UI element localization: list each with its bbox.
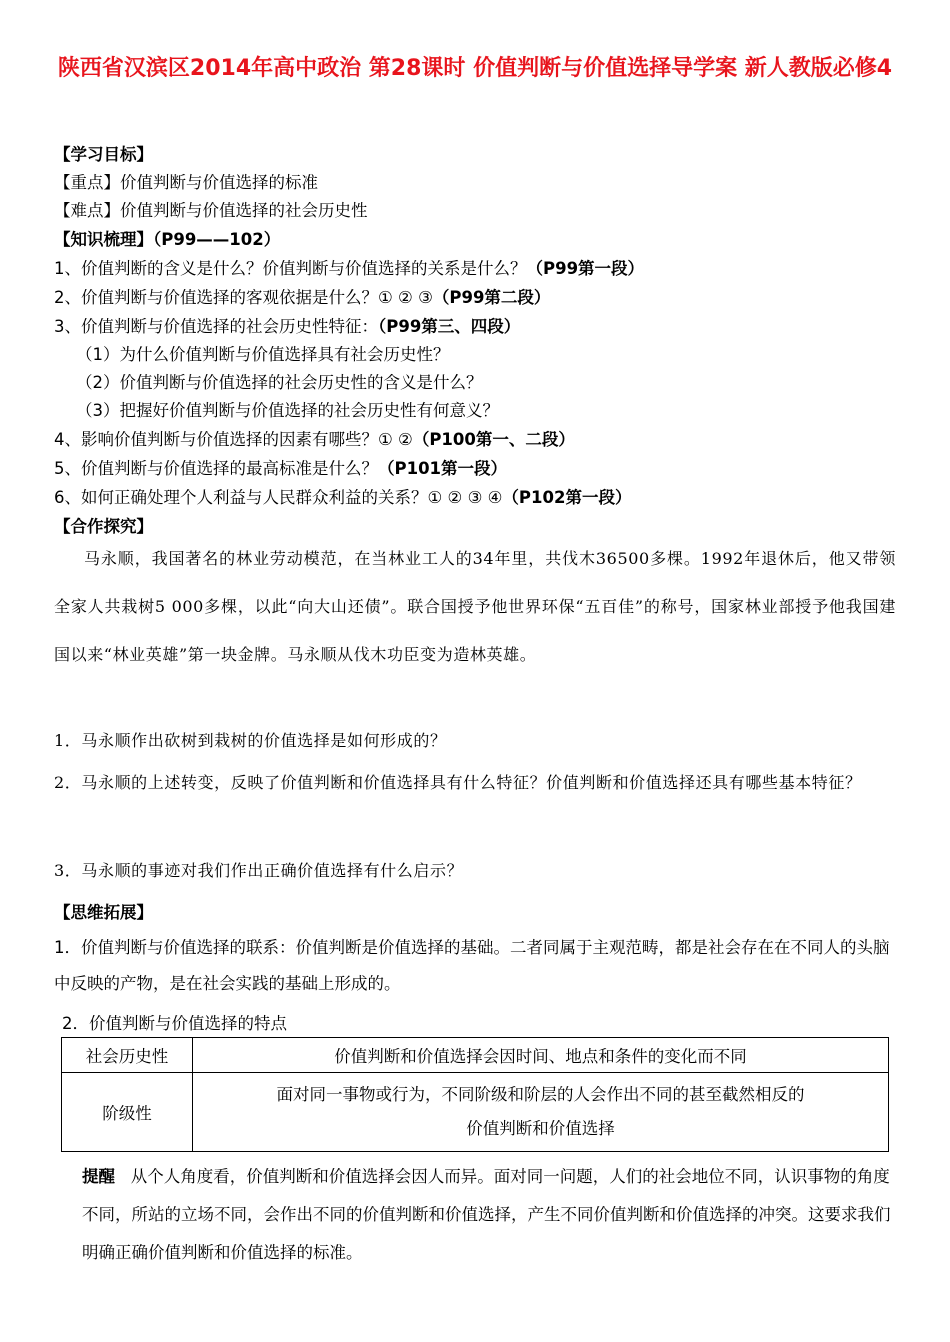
- knowledge-q5-ref: （P101第一段）: [378, 459, 508, 478]
- tip-paragraph: [82, 1158, 896, 1272]
- knowledge-q3-sub1: （1）为什么价值判断与价值选择具有社会历史性？: [76, 345, 450, 364]
- knowledge-q4-text: 4、影响价值判断与价值选择的因素有哪些？① ②: [54, 430, 413, 449]
- knowledge-q5: [54, 459, 507, 479]
- difficult-point-text: 价值判断与价值选择的社会历史性: [120, 201, 368, 220]
- knowledge-q1-ref: （P99第一段）: [526, 259, 645, 278]
- knowledge-q3-sub2: （2）价值判断与价值选择的社会历史性的含义是什么？: [76, 373, 483, 392]
- table-cell-desc: 面对同一事物或行为，不同阶级和阶层的人会作出不同的甚至截然相反的价值判断和价值选择: [193, 1073, 889, 1152]
- extension-heading: 【思维拓展】: [54, 903, 153, 922]
- tip-text: 从个人角度看，价值判断和价值选择会因人而异。面对同一问题，人们的社会地位不同，认识事物的角度不同，所站的立场不同，会作出不同的价值判断和价值选择，产生不同价值判断和价值选择的冲突。这要求我们明确正确价值判断和价值选择的标准。: [82, 1167, 891, 1262]
- knowledge-q3-sub3: （3）把握好价值判断与价值选择的社会历史性有何意义？: [76, 401, 499, 420]
- knowledge-q4: [54, 430, 575, 450]
- cooperation-story: 马永顺，我国著名的林业劳动模范，在当林业工人的34年里，共伐木36500多棵。1992年退休后，他又带领全家人共栽树5 000多棵，以此“向大山还债”。联合国授予他世界环保“五百佳”的称号，国家林业部授予他我国建国以来“林业英雄”第一块金牌。马永顺从伐木功臣变为造林英雄。: [54, 549, 896, 664]
- key-point: [54, 173, 318, 193]
- cooperation-q3: 3．马永顺的事迹对我们作出正确价值选择有什么启示？: [54, 861, 464, 880]
- extension-p2: 2．价值判断与价值选择的特点: [62, 1014, 287, 1033]
- extension-p1: 1．价值判断与价值选择的联系：价值判断是价值选择的基础。二者同属于主观范畴，都是社会存在在不同人的头脑中反映的产物，是在社会实践的基础上形成的。: [54, 938, 890, 993]
- difficult-point: [54, 201, 368, 221]
- knowledge-q3-text: 3、价值判断与价值选择的社会历史性特征：: [54, 317, 378, 336]
- document-title: 陕西省汉滨区2014年高中政治 第28课时 价值判断与价值选择导学案 新人教版必修4: [57, 56, 893, 81]
- knowledge-q3: [54, 317, 520, 337]
- tip-label: 提醒: [82, 1167, 115, 1186]
- difficult-point-label: 【难点】: [54, 201, 120, 220]
- knowledge-page-range: （P99——102）: [153, 230, 281, 249]
- knowledge-q2-ref: （P99第二段）: [432, 288, 551, 307]
- cooperation-heading: 【合作探究】: [54, 517, 153, 536]
- cooperation-q2: 2．马永顺的上述转变，反映了价值判断和价值选择具有什么特征？价值判断和价值选择还具有哪些基本特征？: [54, 773, 862, 792]
- table-row: [62, 1073, 889, 1152]
- table-cell-name: 阶级性: [62, 1073, 193, 1152]
- knowledge-q6-ref: （P102第一段）: [502, 488, 632, 507]
- cooperation-q1: 1．马永顺作出砍树到栽树的价值选择是如何形成的？: [54, 731, 447, 750]
- knowledge-q1-text: 1、价值判断的含义是什么？价值判断与价值选择的关系是什么？: [54, 259, 527, 278]
- knowledge-heading: [54, 230, 280, 250]
- knowledge-q5-text: 5、价值判断与价值选择的最高标准是什么？: [54, 459, 378, 478]
- table-cell-desc: 价值判断和价值选择会因时间、地点和条件的变化而不同: [193, 1038, 889, 1073]
- knowledge-q6: [54, 488, 631, 508]
- key-point-text: 价值判断与价值选择的标准: [120, 173, 318, 192]
- knowledge-q3-ref: （P99第三、四段）: [378, 317, 521, 336]
- features-table: [61, 1037, 889, 1152]
- knowledge-q2-text: 2、价值判断与价值选择的客观依据是什么？① ② ③: [54, 288, 433, 307]
- knowledge-q4-ref: （P100第一、二段）: [412, 430, 575, 449]
- knowledge-heading-label: 【知识梳理】: [54, 230, 153, 249]
- knowledge-q6-text: 6、如何正确处理个人利益与人民群众利益的关系？① ② ③ ④: [54, 488, 503, 507]
- table-row: [62, 1038, 889, 1073]
- table-cell-name: 社会历史性: [62, 1038, 193, 1073]
- knowledge-q1: [54, 259, 644, 279]
- knowledge-q2: [54, 288, 550, 308]
- key-point-label: 【重点】: [54, 173, 120, 192]
- objectives-heading: 【学习目标】: [54, 145, 153, 164]
